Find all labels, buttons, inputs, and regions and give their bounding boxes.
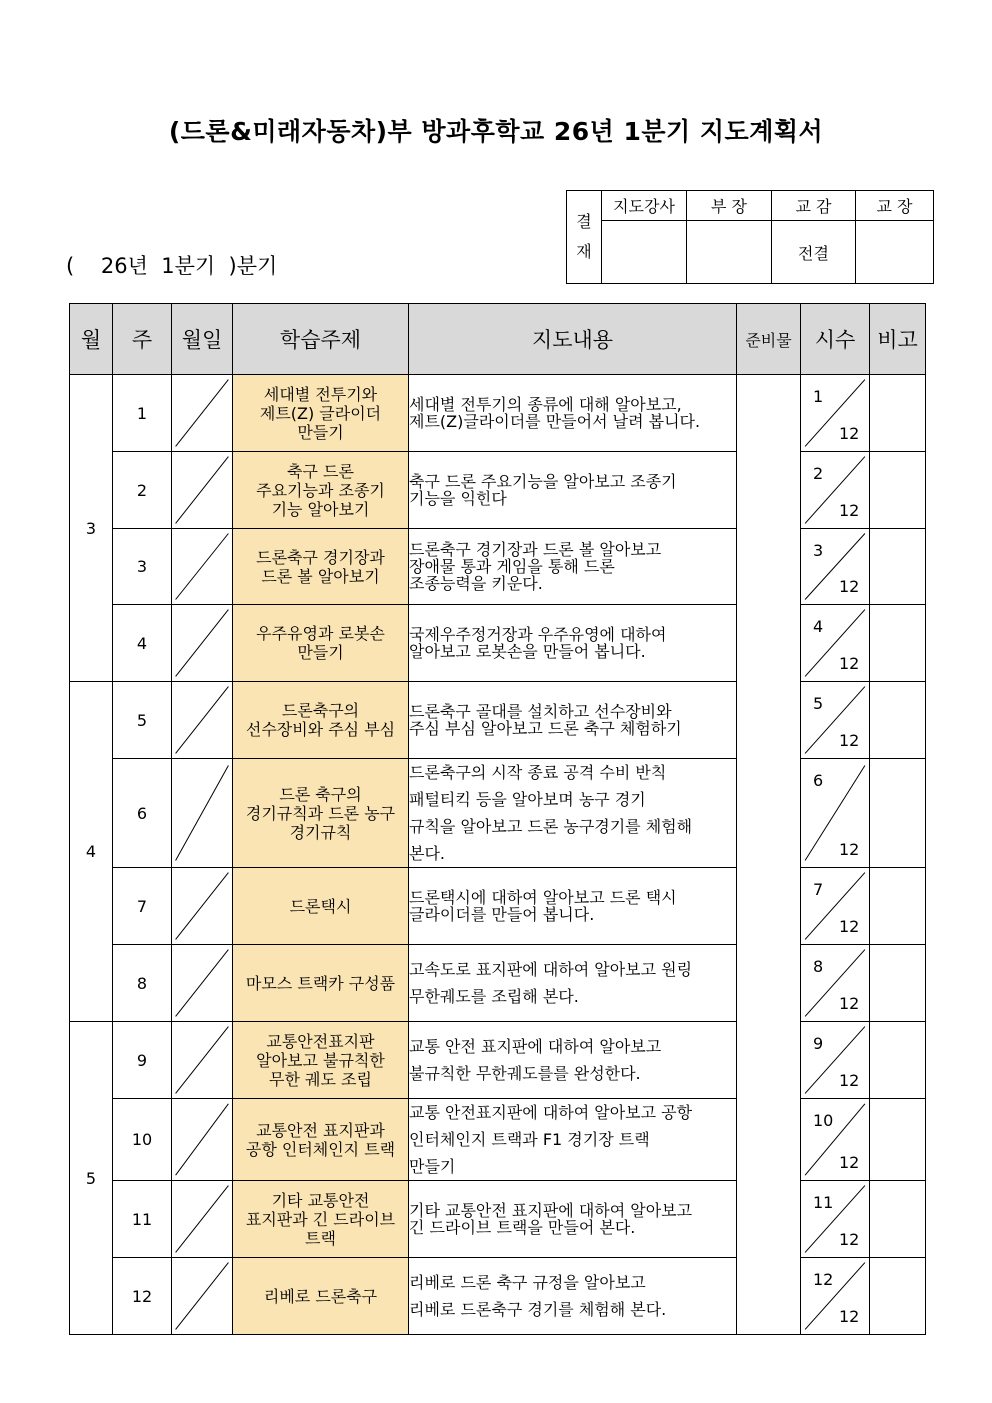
- hours-number: 3: [813, 541, 824, 560]
- content-cell: [409, 868, 737, 945]
- hours-number: 10: [813, 1111, 834, 1130]
- hours-number: 9: [813, 1034, 824, 1053]
- month-cell: 5: [70, 1022, 113, 1335]
- week-cell: 2: [113, 452, 172, 529]
- content-cell: [409, 759, 737, 868]
- topic-cell: [233, 1258, 409, 1335]
- header-materials: 준비물: [737, 304, 801, 375]
- table-row: [70, 375, 926, 452]
- topic-cell: [233, 605, 409, 682]
- plan-table: [69, 303, 926, 1335]
- hours-number: 6: [813, 771, 824, 790]
- hours-cell: [801, 452, 870, 529]
- hours-number: 7: [813, 880, 824, 899]
- approval-header-head: 부 장: [687, 191, 772, 221]
- note-cell[interactable]: [870, 1099, 926, 1181]
- approval-side-label: 결 재: [567, 191, 602, 284]
- approval-cell-vice-principal[interactable]: 전결: [772, 221, 856, 284]
- content-cell: [409, 1258, 737, 1335]
- note-cell[interactable]: [870, 452, 926, 529]
- diagonal-slash: [172, 605, 232, 681]
- header-topic: 학습주제: [233, 304, 409, 375]
- header-month: 월: [70, 304, 113, 375]
- month-cell: 4: [70, 682, 113, 1022]
- hours-total: 12: [839, 840, 860, 859]
- topic-text: 교통안전 표지판과 공항 인터체인지 트랙: [245, 1120, 396, 1159]
- week-cell: 10: [113, 1099, 172, 1181]
- topic-text: 드론 축구의 경기규칙과 드론 농구 경기규칙: [245, 784, 396, 842]
- topic-text: 리베로 드론축구: [263, 1286, 378, 1306]
- date-cell[interactable]: [172, 605, 233, 682]
- hours-total: 12: [839, 1153, 860, 1172]
- header-content: 지도내용: [409, 304, 737, 375]
- content-text: 리베로 드론 축구 규정을 알아보고 리베로 드론축구 경기를 체험해 본다.: [409, 1273, 667, 1319]
- content-text: 드론축구 골대를 설치하고 선수장비와 주심 부심 알아보고 드론 축구 체험하기: [409, 702, 682, 738]
- topic-text: 기타 교통안전 표지판과 긴 드라이브 트랙: [245, 1190, 396, 1248]
- diagonal-slash: [172, 1022, 232, 1098]
- note-cell[interactable]: [870, 375, 926, 452]
- week-cell: 9: [113, 1022, 172, 1099]
- hours-total: 12: [839, 994, 860, 1013]
- approval-cell-principal[interactable]: [856, 221, 934, 284]
- topic-text: 우주유영과 로봇손 만들기: [256, 624, 385, 662]
- hours-number: 8: [813, 957, 824, 976]
- hours-cell: [801, 759, 870, 868]
- hours-cell: [801, 682, 870, 759]
- content-cell: [409, 682, 737, 759]
- date-cell[interactable]: [172, 759, 233, 868]
- note-cell[interactable]: [870, 1181, 926, 1258]
- hours-cell: [801, 1022, 870, 1099]
- topic-cell: [233, 375, 409, 452]
- week-cell: 5: [113, 682, 172, 759]
- hours-cell: [801, 1181, 870, 1258]
- week-cell: 6: [113, 759, 172, 868]
- week-cell: 8: [113, 945, 172, 1022]
- topic-cell: [233, 529, 409, 605]
- topic-cell: [233, 759, 409, 868]
- content-cell: [409, 1181, 737, 1258]
- topic-text: 교통안전표지판 알아보고 불규칙한 무한 궤도 조립: [256, 1031, 385, 1089]
- approval-cell-head[interactable]: [687, 221, 772, 284]
- content-text: 고속도로 표지판에 대하여 알아보고 원링 무한궤도를 조립해 본다.: [409, 960, 693, 1006]
- hours-cell: [801, 529, 870, 605]
- diagonal-slash: [172, 529, 232, 604]
- content-cell: [409, 945, 737, 1022]
- note-cell[interactable]: [870, 945, 926, 1022]
- approval-cell-instructor[interactable]: [602, 221, 687, 284]
- header-week: 주: [113, 304, 172, 375]
- hours-number: 1: [813, 387, 824, 406]
- quarter-label: ( 26년 1분기 )분기: [66, 254, 278, 278]
- note-cell[interactable]: [870, 759, 926, 868]
- hours-number: 11: [813, 1193, 834, 1212]
- hours-total: 12: [839, 654, 860, 673]
- note-cell[interactable]: [870, 1258, 926, 1335]
- approval-header-principal: 교 장: [856, 191, 934, 221]
- content-cell: [409, 529, 737, 605]
- content-text: 드론축구 경기장과 드론 볼 알아보고 장애물 통과 게임을 통해 드론 조종능력을 키운다.: [409, 540, 662, 593]
- topic-text: 축구 드론 주요기능과 조종기 기능 알아보기: [256, 461, 385, 519]
- hours-total: 12: [839, 1230, 860, 1249]
- hours-number: 12: [813, 1270, 834, 1289]
- topic-cell: [233, 682, 409, 759]
- topic-text: 드론택시: [289, 896, 352, 916]
- diagonal-slash: [172, 1181, 232, 1257]
- diagonal-slash: [172, 1099, 232, 1180]
- hours-total: 12: [839, 917, 860, 936]
- content-text: 드론택시에 대하여 알아보고 드론 택시 글라이더를 만들어 봅니다.: [409, 888, 677, 924]
- date-cell[interactable]: [172, 1022, 233, 1099]
- note-cell[interactable]: [870, 529, 926, 605]
- hours-total: 12: [839, 424, 860, 443]
- content-cell: [409, 452, 737, 529]
- topic-cell: [233, 452, 409, 529]
- diagonal-slash: [172, 375, 232, 451]
- topic-text: 마모스 트랙카 구성품: [245, 973, 396, 993]
- week-cell: 4: [113, 605, 172, 682]
- hours-number: 4: [813, 617, 824, 636]
- content-cell: [409, 1099, 737, 1181]
- diagonal-slash: [172, 759, 232, 867]
- week-cell: 11: [113, 1181, 172, 1258]
- topic-text: 드론축구 경기장과 드론 볼 알아보기: [256, 547, 385, 586]
- hours-total: 12: [839, 501, 860, 520]
- hours-cell: [801, 1099, 870, 1181]
- approval-header-instructor: 지도강사: [602, 191, 687, 221]
- date-cell[interactable]: [172, 1258, 233, 1335]
- date-cell[interactable]: [172, 375, 233, 452]
- content-cell: [409, 1022, 737, 1099]
- content-text: 교통 안전 표지판에 대하여 알아보고 불규칙한 무한궤도를를 완성한다.: [409, 1037, 662, 1083]
- hours-cell: [801, 375, 870, 452]
- diagonal-slash: [172, 452, 232, 528]
- content-text: 교통 안전표지판에 대하여 알아보고 공항 인터체인지 트랙과 F1 경기장 트랙 만들기: [409, 1103, 693, 1176]
- diagonal-slash: [172, 682, 232, 758]
- month-cell: 3: [70, 375, 113, 682]
- hours-cell: [801, 1258, 870, 1335]
- date-cell[interactable]: [172, 529, 233, 605]
- approval-header-vice-principal: 교 감: [772, 191, 856, 221]
- hours-cell: [801, 605, 870, 682]
- week-cell: 7: [113, 868, 172, 945]
- diagonal-slash: [172, 868, 232, 944]
- date-cell[interactable]: [172, 452, 233, 529]
- content-text: 드론축구의 시작 종료 공격 수비 반칙 패털티킥 등을 알아보며 농구 경기 규칙을 알아보고 드론 농구경기를 체험해 본다.: [409, 763, 693, 863]
- hours-total: 12: [839, 731, 860, 750]
- note-cell[interactable]: [870, 682, 926, 759]
- date-cell[interactable]: [172, 1181, 233, 1258]
- date-cell[interactable]: [172, 945, 233, 1022]
- document-title: (드론&미래자동차)부 방과후학교 26년 1분기 지도계획서: [168, 117, 824, 146]
- week-cell: 12: [113, 1258, 172, 1335]
- date-cell[interactable]: [172, 682, 233, 759]
- content-text: 국제우주정거장과 우주유영에 대하여 알아보고 로봇손을 만들어 봅니다.: [409, 625, 667, 661]
- hours-number: 5: [813, 694, 824, 713]
- topic-cell: [233, 1181, 409, 1258]
- note-cell[interactable]: [870, 605, 926, 682]
- diagonal-slash: [172, 1258, 232, 1334]
- hours-cell: [801, 868, 870, 945]
- topic-cell: [233, 945, 409, 1022]
- topic-cell: [233, 1099, 409, 1181]
- content-text: 축구 드론 주요기능을 알아보고 조종기 기능을 익힌다: [409, 472, 677, 508]
- content-text: 기타 교통안전 표지판에 대하여 알아보고 긴 드라이브 트랙을 만들어 본다.: [409, 1201, 693, 1237]
- header-date: 월일: [172, 304, 233, 375]
- materials-cell[interactable]: [737, 375, 801, 1335]
- week-cell: 1: [113, 375, 172, 452]
- note-cell[interactable]: [870, 868, 926, 945]
- hours-total: 12: [839, 577, 860, 596]
- week-cell: 3: [113, 529, 172, 605]
- content-cell: [409, 605, 737, 682]
- topic-text: 드론축구의 선수장비와 주심 부심: [245, 701, 396, 739]
- hours-number: 2: [813, 464, 824, 483]
- date-cell[interactable]: [172, 1099, 233, 1181]
- hours-cell: [801, 945, 870, 1022]
- header-note: 비고: [870, 304, 926, 375]
- note-cell[interactable]: [870, 1022, 926, 1099]
- date-cell[interactable]: [172, 868, 233, 945]
- hours-total: 12: [839, 1071, 860, 1090]
- content-cell: [409, 375, 737, 452]
- topic-cell: [233, 868, 409, 945]
- content-text: 세대별 전투기의 종류에 대해 알아보고, 제트(Z)글라이더를 만들어서 날려 봅니다.: [409, 395, 701, 431]
- hours-total: 12: [839, 1307, 860, 1326]
- header-hours: 시수: [801, 304, 870, 375]
- approval-box: [566, 190, 934, 284]
- topic-text: 세대별 전투기와 제트(Z) 글라이더 만들기: [259, 384, 382, 442]
- diagonal-slash: [172, 945, 232, 1021]
- topic-cell: [233, 1022, 409, 1099]
